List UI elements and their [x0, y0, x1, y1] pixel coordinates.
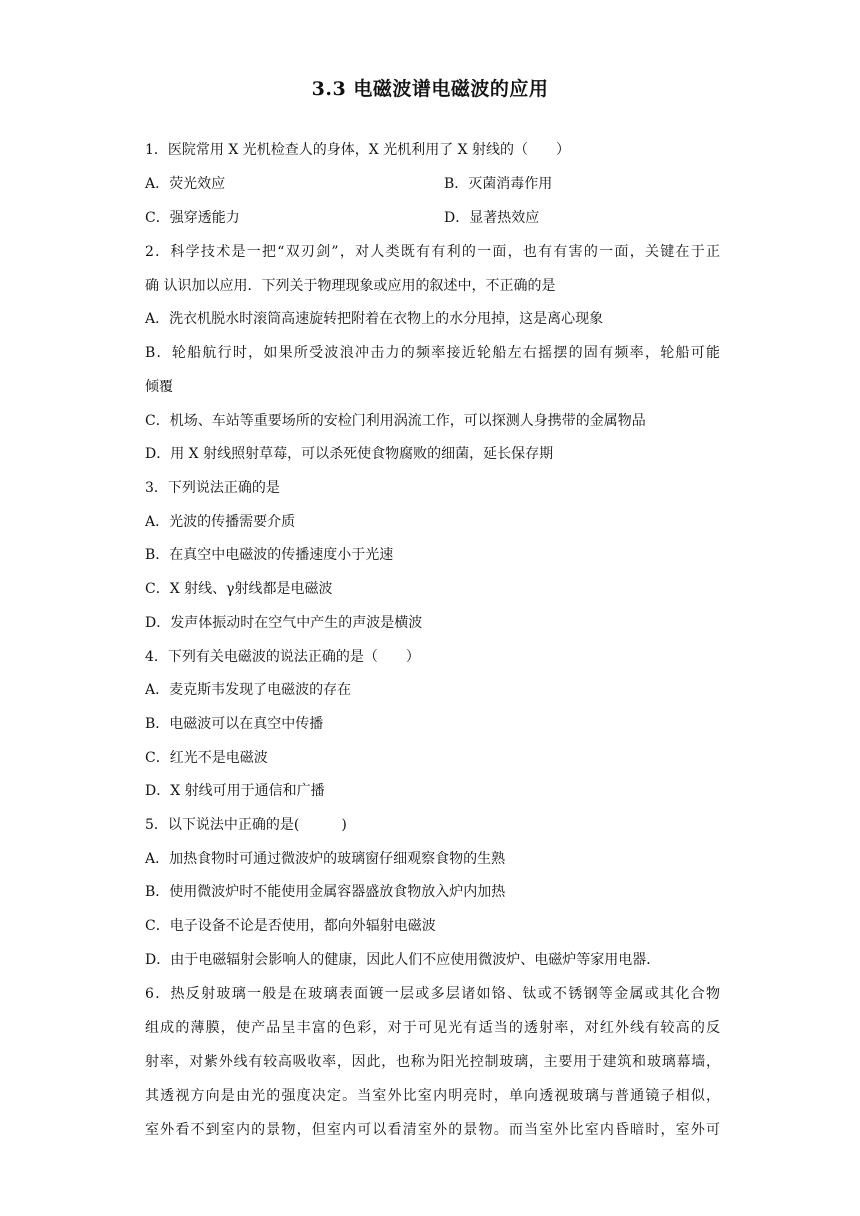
question-6-line-1: 6．热反射玻璃一般是在玻璃表面镀一层或多层诸如铬、钛或不锈钢等金属或其化合物: [145, 986, 720, 1002]
question-5-option-c: C．电子设备不论是否使用，都向外辐射电磁波: [145, 918, 436, 934]
question-2-option-d: D．用 X 射线照射草莓，可以杀死使食物腐败的细菌，延长保存期: [145, 446, 554, 462]
question-1-option-b: B．灭菌消毒作用: [444, 176, 553, 192]
question-1-stem: 1．医院常用 X 光机检查人的身体，X 光机利用了 X 射线的（ ）: [145, 142, 571, 158]
question-3-stem: 3．下列说法正确的是: [145, 480, 280, 496]
question-6-line-4: 其透视方向是由光的强度决定。当室外比室内明亮时，单向透视玻璃与普通镜子相似，: [145, 1088, 720, 1104]
question-4-option-d: D．X 射线可用于通信和广播: [145, 783, 325, 799]
question-2-option-b-line-2: 倾覆: [145, 379, 173, 395]
question-4-option-b: B．电磁波可以在真空中传播: [145, 716, 324, 732]
question-1-option-c: C．强穿透能力: [145, 210, 240, 226]
question-5-option-d: D．由于电磁辐射会影响人的健康，因此人们不应使用微波炉、电磁炉等家用电器．: [145, 952, 661, 968]
question-2-stem-line-1: 2．科学技术是一把“双刃剑”，对人类既有有利的一面，也有有害的一面，关键在于正: [145, 244, 720, 260]
question-4-stem: 4．下列有关电磁波的说法正确的是（ ）: [145, 649, 420, 665]
question-1-option-d: D．显著热效应: [444, 210, 540, 226]
question-3-option-b: B．在真空中电磁波的传播速度小于光速: [145, 547, 394, 563]
page-title: 3.3 电磁波谱电磁波的应用: [311, 78, 549, 100]
question-4-option-a: A．麦克斯韦发现了电磁波的存在: [145, 682, 352, 698]
question-2-option-a: A．洗衣机脱水时滚筒高速旋转把附着在衣物上的水分甩掉，这是离心现象: [145, 311, 604, 327]
question-2-option-c: C．机场、车站等重要场所的安检门利用涡流工作，可以探测人身携带的金属物品: [145, 413, 646, 429]
question-6-line-5: 室外看不到室内的景物，但室内可以看清室外的景物。而当室外比室内昏暗时，室外可: [145, 1122, 720, 1138]
question-4-option-c: C．红光不是电磁波: [145, 750, 268, 766]
question-5-stem: 5．以下说法中正确的是( ): [145, 817, 347, 833]
question-3-option-a: A．光波的传播需要介质: [145, 514, 296, 530]
question-3-option-d: D．发声体振动时在空气中产生的声波是横波: [145, 615, 423, 631]
question-1-option-a: A．荧光效应: [145, 176, 226, 192]
question-6-line-2: 组成的薄膜，使产品呈丰富的色彩，对于可见光有适当的透射率，对红外线有较高的反: [145, 1020, 720, 1036]
question-2-option-b-line-1: B．轮船航行时，如果所受波浪冲击力的频率接近轮船左右摇摆的固有频率，轮船可能: [145, 345, 720, 361]
question-5-option-a: A．加热食物时可通过微波炉的玻璃窗仔细观察食物的生熟: [145, 851, 506, 867]
question-3-option-c: C．X 射线、γ射线都是电磁波: [145, 581, 333, 597]
question-6-line-3: 射率，对紫外线有较高吸收率，因此，也称为阳光控制玻璃，主要用于建筑和玻璃幕墙，: [145, 1054, 720, 1070]
question-5-option-b: B．使用微波炉时不能使用金属容器盛放食物放入炉内加热: [145, 884, 506, 900]
question-2-stem-line-2: 确 认识加以应用．下列关于物理现象或应用的叙述中，不正确的是: [145, 278, 556, 294]
